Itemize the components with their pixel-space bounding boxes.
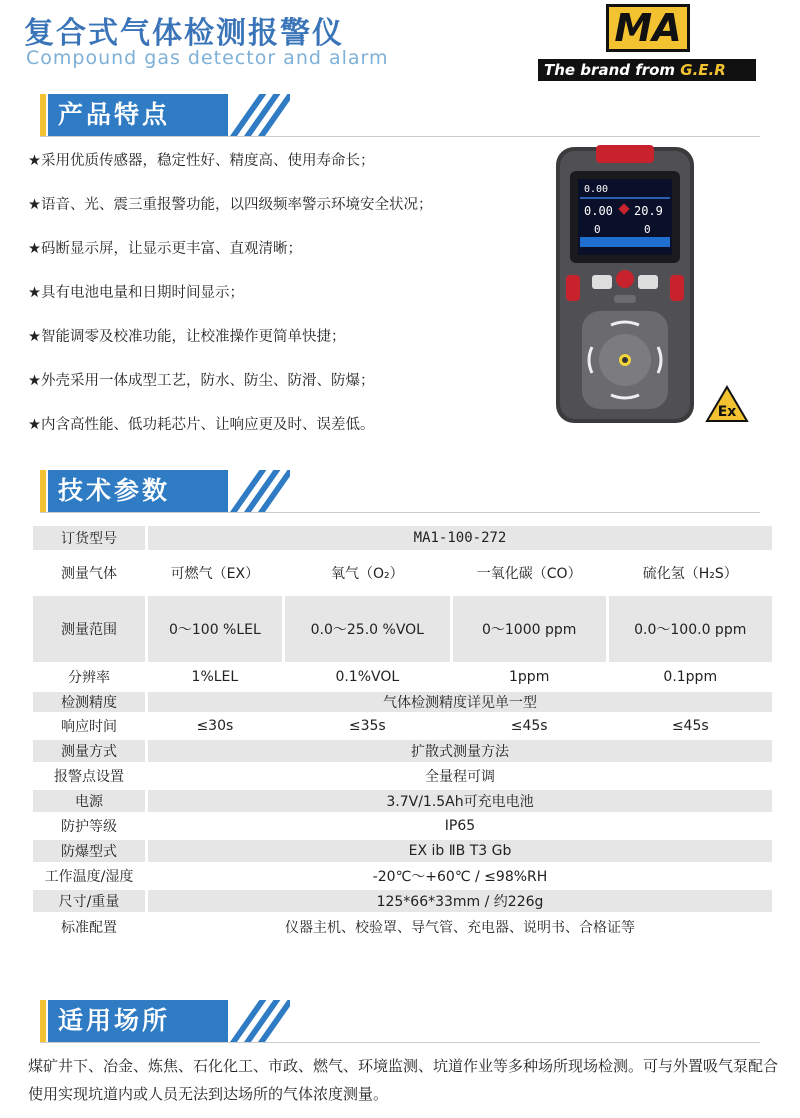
- spec-table: [30, 523, 775, 942]
- table-row: [33, 553, 772, 593]
- table-row: [33, 840, 772, 862]
- feature-item: ★外壳采用一体成型工艺，防水、防尘、防滑、防爆；: [28, 373, 375, 389]
- spec-resolution: 1ppm: [453, 665, 606, 689]
- spec-label-explosion: 防爆型式: [33, 840, 145, 862]
- section-stripes: [230, 470, 290, 512]
- spec-gas: 一氧化碳（CO）: [453, 553, 606, 593]
- spec-label-method: 测量方式: [33, 740, 145, 762]
- screen-reading-o2: 20.9: [634, 204, 663, 218]
- section-accent-bar: [40, 1000, 46, 1042]
- spec-label-resolution: 分辨率: [33, 665, 145, 689]
- spec-value-accuracy: 气体检测精度详见单一型: [148, 692, 772, 712]
- table-row: [33, 596, 772, 662]
- spec-value-power: 3.7V/1.5Ah可充电电池: [148, 790, 772, 812]
- spec-label-temp: 工作温度/湿度: [33, 865, 145, 887]
- section-accent-bar: [40, 94, 46, 136]
- table-row: [33, 790, 772, 812]
- spec-value-temp: -20℃～+60℃ / ≤98%RH: [148, 865, 772, 887]
- brand-tagline: [538, 59, 756, 81]
- table-row: [33, 715, 772, 737]
- spec-response: ≤35s: [285, 715, 450, 737]
- spec-gas: 硫化氢（H₂S）: [609, 553, 772, 593]
- spec-response: ≤45s: [453, 715, 606, 737]
- spec-range: 0～1000 ppm: [453, 596, 606, 662]
- spec-label-response: 响应时间: [33, 715, 145, 737]
- ex-mark-label: Ex: [717, 404, 737, 420]
- section-header-applications: [40, 1000, 290, 1042]
- spec-value-alarm: 全量程可调: [148, 765, 772, 787]
- section-divider: [40, 1042, 760, 1043]
- feature-item: ★采用优质传感器，稳定性好、精度高、使用寿命长；: [28, 153, 375, 169]
- feature-list: [28, 150, 528, 458]
- spec-value-config: 仪器主机、校验罩、导气管、充电器、说明书、合格证等: [148, 915, 772, 939]
- spec-label-range: 测量范围: [33, 596, 145, 662]
- table-row: [33, 692, 772, 712]
- spec-label-config: 标准配置: [33, 915, 145, 939]
- spec-value-explosion: EX ib ⅡB T3 Gb: [148, 840, 772, 862]
- applications-text: 煤矿井下、冶金、炼焦、石化化工、市政、燃气、环境监测、坑道作业等多种场所现场检测。可与外置吸气泵配合使用实现坑道内或人员无法到达场所的气体浓度测量。: [28, 1057, 779, 1103]
- spec-label-order: 订货型号: [33, 526, 145, 550]
- brand-logo: [538, 4, 758, 82]
- section-header-specs: [40, 470, 290, 512]
- spec-resolution: 1%LEL: [148, 665, 282, 689]
- spec-label-accuracy: 检测精度: [33, 692, 145, 712]
- feature-item: ★码断显示屏，让显示更丰富、直观清晰；: [28, 241, 302, 257]
- section-header-features: [40, 94, 290, 136]
- spec-response: ≤45s: [609, 715, 772, 737]
- table-row: [33, 665, 772, 689]
- table-row: [33, 915, 772, 939]
- section-divider: [40, 136, 760, 137]
- spec-label-gas: 测量气体: [33, 553, 145, 593]
- ex-certification-icon: [705, 385, 749, 423]
- brand-ma-mark: MA: [606, 4, 690, 52]
- table-row: [33, 526, 772, 550]
- screen-reading-h2s: 0: [644, 223, 651, 236]
- spec-label-ip: 防护等级: [33, 815, 145, 837]
- spec-value-size: 125*66*33mm / 约226g: [148, 890, 772, 912]
- spec-resolution: 0.1ppm: [609, 665, 772, 689]
- feature-item: ★智能调零及校准功能，让校准操作更简单快捷；: [28, 329, 346, 345]
- page-title: 复合式气体检测报警仪: [24, 16, 344, 51]
- table-row: [33, 765, 772, 787]
- spec-value-method: 扩散式测量方法: [148, 740, 772, 762]
- spec-label-alarm: 报警点设置: [33, 765, 145, 787]
- section-stripes: [230, 1000, 290, 1042]
- section-title-features: 产品特点: [48, 94, 228, 136]
- feature-item: ★具有电池电量和日期时间显示；: [28, 285, 244, 301]
- spec-response: ≤30s: [148, 715, 282, 737]
- brand-tagline-name: G.E.R: [680, 61, 726, 79]
- spec-value-order: MA1-100-272: [148, 526, 772, 550]
- table-row: [33, 890, 772, 912]
- screen-reading-co: 0: [594, 223, 601, 236]
- feature-item: ★内含高性能、低功耗芯片、让响应更及时、误差低。: [28, 417, 375, 433]
- section-accent-bar: [40, 470, 46, 512]
- table-row: [33, 815, 772, 837]
- spec-gas: 可燃气（EX）: [148, 553, 282, 593]
- table-row: [33, 740, 772, 762]
- section-title-applications: 适用场所: [48, 1000, 228, 1042]
- spec-range: 0.0～100.0 ppm: [609, 596, 772, 662]
- spec-resolution: 0.1%VOL: [285, 665, 450, 689]
- spec-range: 0.0～25.0 %VOL: [285, 596, 450, 662]
- screen-reading-top: 0.00: [584, 184, 609, 195]
- page-subtitle: Compound gas detector and alarm: [26, 47, 389, 69]
- spec-gas: 氧气（O₂）: [285, 553, 450, 593]
- feature-item: ★语音、光、震三重报警功能，以四级频率警示环境安全状况；: [28, 197, 433, 213]
- spec-label-size: 尺寸/重量: [33, 890, 145, 912]
- spec-value-ip: IP65: [148, 815, 772, 837]
- spec-range: 0～100 %LEL: [148, 596, 282, 662]
- section-divider: [40, 512, 760, 513]
- screen-reading-lel: 0.00: [584, 204, 613, 218]
- table-row: [33, 865, 772, 887]
- spec-label-power: 电源: [33, 790, 145, 812]
- section-stripes: [230, 94, 290, 136]
- section-title-specs: 技术参数: [48, 470, 228, 512]
- brand-tagline-prefix: The brand from: [544, 61, 681, 79]
- gas-detector-image: [556, 145, 694, 425]
